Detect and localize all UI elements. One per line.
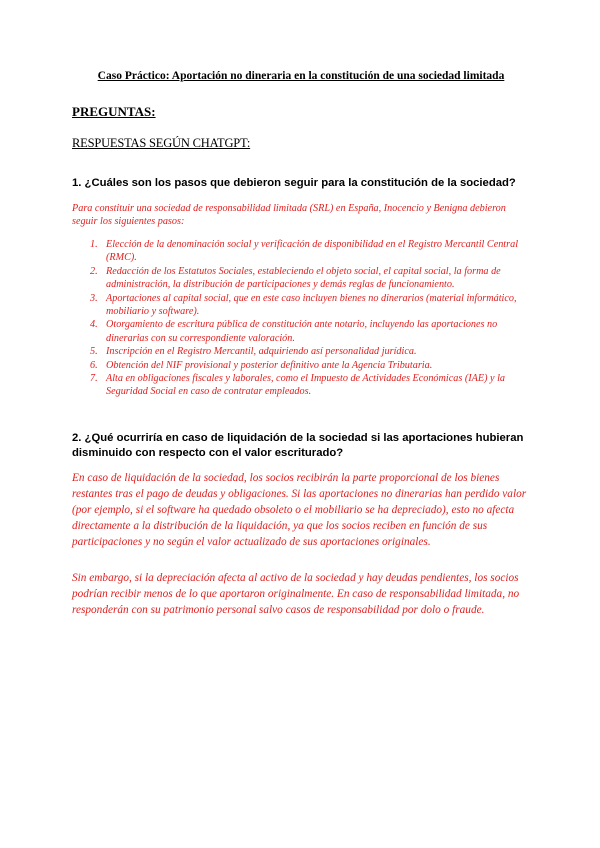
- list-item-number: 5.: [90, 346, 98, 358]
- list-item: [90, 372, 530, 399]
- list-item-text: Aportaciones al capital social, que en este caso incluyen bienes no dinerarios (material informático, mobiliario y software).: [106, 292, 517, 318]
- list-item: [90, 292, 530, 319]
- answer-2-paragraph-1: En caso de liquidación de la sociedad, los socios recibirán la parte proporcional de los bienes restantes tras el pago de deudas y obligaciones. Si las aportaciones no dinerarias han perdido valor (por ejemplo, si el software ha quedado obsoleto o el mobiliario se ha depreciado), esto no afecta directamente a la distribución de la liquidación, ya que los socios reciben en función de sus participaciones y no según el valor actualizado de sus aportaciones originales.: [72, 472, 527, 548]
- list-item-number: 2.: [90, 265, 98, 277]
- list-item-text: Alta en obligaciones fiscales y laborales, como el Impuesto de Actividades Económicas (IAE) y la Seguridad Social en caso de contratar empleados.: [106, 373, 506, 398]
- list-item: [90, 265, 530, 292]
- list-item-number: 1.: [90, 239, 98, 250]
- list-item: [90, 318, 530, 345]
- list-item-text: Otorgamiento de escritura pública de constitución ante notario, incluyendo las aportaciones no dinerarias con su correspondiente valoración.: [106, 319, 498, 344]
- answer-1-intro: Para constituir una sociedad de responsabilidad limitada (SRL) en España, Inocencio y Benigna debieron seguir los siguientes pasos:: [72, 203, 506, 228]
- preguntas-heading: PREGUNTAS:: [72, 104, 156, 119]
- list-item-number: 4.: [90, 319, 98, 331]
- list-item-number: 7.: [90, 373, 98, 385]
- list-item: [90, 238, 530, 265]
- list-item-text: Obtención del NIF provisional y posterior definitivo ante la Agencia Tributaria.: [106, 359, 433, 371]
- list-item-number: 6.: [90, 359, 98, 371]
- respuestas-heading: RESPUESTAS SEGÚN CHATGPT:: [72, 136, 251, 150]
- list-item: [90, 359, 530, 372]
- list-item-number: 3.: [90, 292, 98, 304]
- list-item-text: Elección de la denominación social y verificación de disponibilidad en el Registro Mercantil Central (RMC).: [106, 239, 519, 264]
- steps-list: [72, 238, 530, 399]
- document-title: Caso Práctico: Aportación no dineraria en la constitución de una sociedad limitada: [97, 70, 505, 82]
- list-item-text: Redacción de los Estatutos Sociales, estableciendo el objeto social, el capital social, la forma de administración, la distribución de participaciones y demás reglas de funcionamiento.: [106, 265, 501, 291]
- list-item: [90, 345, 530, 358]
- question-1: 1. ¿Cuáles son los pasos que debieron seguir para la constitución de la sociedad?: [72, 177, 516, 189]
- question-2: 2. ¿Qué ocurriría en caso de liquidación de la sociedad si las aportaciones hubieran disminuido con respecto con el valor escriturado?: [72, 432, 524, 459]
- list-item-text: Inscripción en el Registro Mercantil, adquiriendo así personalidad jurídica.: [106, 346, 417, 358]
- answer-2-paragraph-2: Sin embargo, si la depreciación afecta al activo de la sociedad y hay deudas pendientes, los socios podrían recibir menos de lo que aportaron originalmente. En caso de responsabilidad limitada, no responderán con su patrimonio personal salvo casos de responsabilidad por dolo o fraude.: [72, 572, 520, 616]
